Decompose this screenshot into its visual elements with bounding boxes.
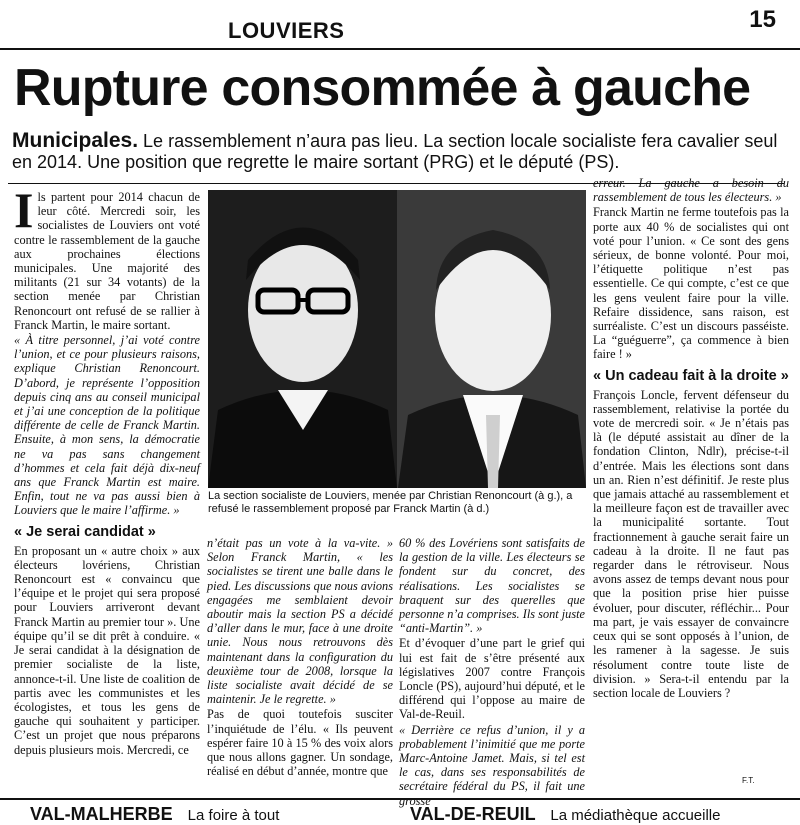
footer-left-text: La foire à tout — [187, 807, 280, 824]
article-column-3 — [399, 536, 585, 808]
footer-left-title: VAL-MALHERBE — [30, 804, 173, 824]
col4-paragraph-3: François Loncle, fervent défenseur du rassemblement, relativise la portée du vote de mercredi soir. « Je n’étais pas là (le député assistait au dîner de la fondation Clinton, Ndlr), précise-t-il d’entrée. Mais les élections sont dans un an. Rien n’est définitif. Je reste plus que jamais attaché au rassemblement et la meilleure façon est de travailler avec la municipalité sortante. Tout fractionnement à gauche serait faire un cadeau à la droite. Il ne faut pas regarder dans le rétroviseur. Nous avons assez de temps devant nous pour que la position prise hier puisse évoluer, pour discuter, réfléchir... Pour ma part, je vais essayer de convaincre ceux qui se sont opposés à l’union, de les ramener à la sagesse. Je suis résolument contre toute liste de division. » Sera-t-il entendu par la section locale de Louviers ? — [593, 387, 789, 700]
bottom-rule — [0, 798, 800, 800]
col3-paragraph-2: Et d’évoquer d’une part le grief qui lui est fait de s’être présenté aux législatives 2007 contre François Loncle (PS), aujourd’hui député, et le différend qui l’oppose au maire de Val-de-Reuil. — [399, 636, 585, 722]
col4-paragraph-2: Franck Martin ne ferme toutefois pas la porte aux 40 % de socialistes qui ont voté pour l’union. « Ce sont des gens sérieux, de bonne volonté. Pour moi, l’étiquette politique n’est pas essentielle. Ce qui compte, c’est ce que les gens veulent faire pour la ville. Refaire dissidence, sans raison, est surréaliste. C’est un discours passéiste. La “guéguerre”, ça commence à bien faire ! » — [593, 205, 789, 362]
page-number: 15 — [749, 6, 776, 33]
col2-paragraph-1: n’était pas un vote à la va-vite. » Selon Franck Martin, « les socialistes se tirent une balle dans le pied. Les discussions que nous avions engagées me semblaient devoir aboutir mais la section PS a décidé d’aller dans le mur, face à une droite unie. Nous nous retrouvons dès maintenant dans la configuration du deuxième tour de 2008, lorsque la liste socialiste avait décidé de se maintenir. Je le regrette. » — [207, 536, 393, 707]
article-column-2 — [207, 536, 393, 796]
photo-caption: La section socialiste de Louviers, menée par Christian Renoncourt (à g.), a refusé le rassemblement proposé par Franck Martin (à d.) — [208, 490, 573, 515]
col3-paragraph-1: 60 % des Lovériens sont satisfaits de la gestion de la ville. Les électeurs se fondent sur du concret, des réalisations. Les socialistes se braquent sur des querelles que personne n’a comprises. Ils sont juste “anti-Martin”. » — [399, 536, 585, 636]
subhead-cadeau: « Un cadeau fait à la droite » — [593, 367, 789, 384]
section-title: LOUVIERS — [228, 18, 345, 43]
footer-right-text: La médiathèque accueille — [550, 807, 721, 824]
col1-paragraph-1: ls partent pour 2014 chacun de leur côté. Mercredi soir, les socialistes de Louviers ont voté contre le rassemblement de la gauche aux prochaines élections municipales. Une majorité des militants (21 sur 34 votants) de la section menée par Christian Renoncourt ont refusé de se rallier à Franck Martin, le maire sortant. — [14, 190, 200, 332]
footer-teaser-left — [30, 804, 279, 825]
portrait-illustration — [208, 190, 586, 488]
footer-teaser-right — [410, 804, 720, 825]
lead-text: Le rassemblement n’aura pas lieu. La section locale socialiste fera cavalier seul en 2014. Une position que regrette le maire sortant (PRG) et le député (PS). — [12, 131, 778, 172]
lead-kicker: Municipales. — [12, 129, 139, 152]
col3-paragraph-3: « Derrière ce refus d’union, il y a probablement l’inimitié que me porte Marc-Antoine Jamet. Mais, si tel est le cas, dans ses responsabilités de secrétaire fédéral du PS, il fait une grosse — [399, 722, 585, 808]
footer-right-title: VAL-DE-REUIL — [410, 804, 536, 824]
headline: Rupture consommée à gauche — [14, 59, 751, 117]
subhead-candidat: « Je serai candidat » — [14, 523, 156, 540]
col4-paragraph-1: erreur. La gauche a besoin du rassemblement de tous les électeurs. » — [593, 176, 789, 205]
lead-paragraph — [12, 130, 782, 173]
drop-cap: I — [14, 182, 34, 238]
article-column-4 — [593, 176, 789, 772]
author-credit: F.T. — [742, 776, 755, 785]
col1-paragraph-2: « À titre personnel, j’ai voté contre l’union, et ce pour plusieurs raisons, explique Christian Renoncourt. D’abord, je représente l’opposition depuis cinq ans au conseil municipal et j’ai une conception de la politique différente de celle de Franck Martin. Ensuite, à mon sens, la démocratie ne va pas sans changement d’hommes et cela fait déjà dix-neuf ans que Franck Martin est maire. Enfin, tout ne va pas aussi bien à Louviers que le maire l’affirme. » — [14, 333, 200, 518]
article-column-1 — [14, 182, 200, 796]
col2-paragraph-2: Pas de quoi toutefois susciter l’inquiétude de l’élu. « Ils peuvent espérer faire 10 à 15 % des voix alors que nous allons gagner. Un sondage, réalisé en début d’année, montre que — [207, 707, 393, 779]
col1-paragraph-3: En proposant un « autre choix » aux électeurs lovériens, Christian Renoncourt est « convaincu que l’équipe et le projet qui sera proposé pour Louviers arriveront devant Franck Martin au premier tour ». Une équipe qu’il se dit prêt à conduire. « Je serai candidat à la désignation de premier socialiste de la liste, annonce-t-il. Une liste de coalition de partis avec les communistes et les écologistes, et tous les gens de gauche qui souhaitent y participer. C’est un projet que nous préparons depuis plusieurs mois. Mercredi, ce — [14, 543, 200, 757]
article-photo — [208, 190, 586, 488]
top-rule — [0, 48, 800, 50]
